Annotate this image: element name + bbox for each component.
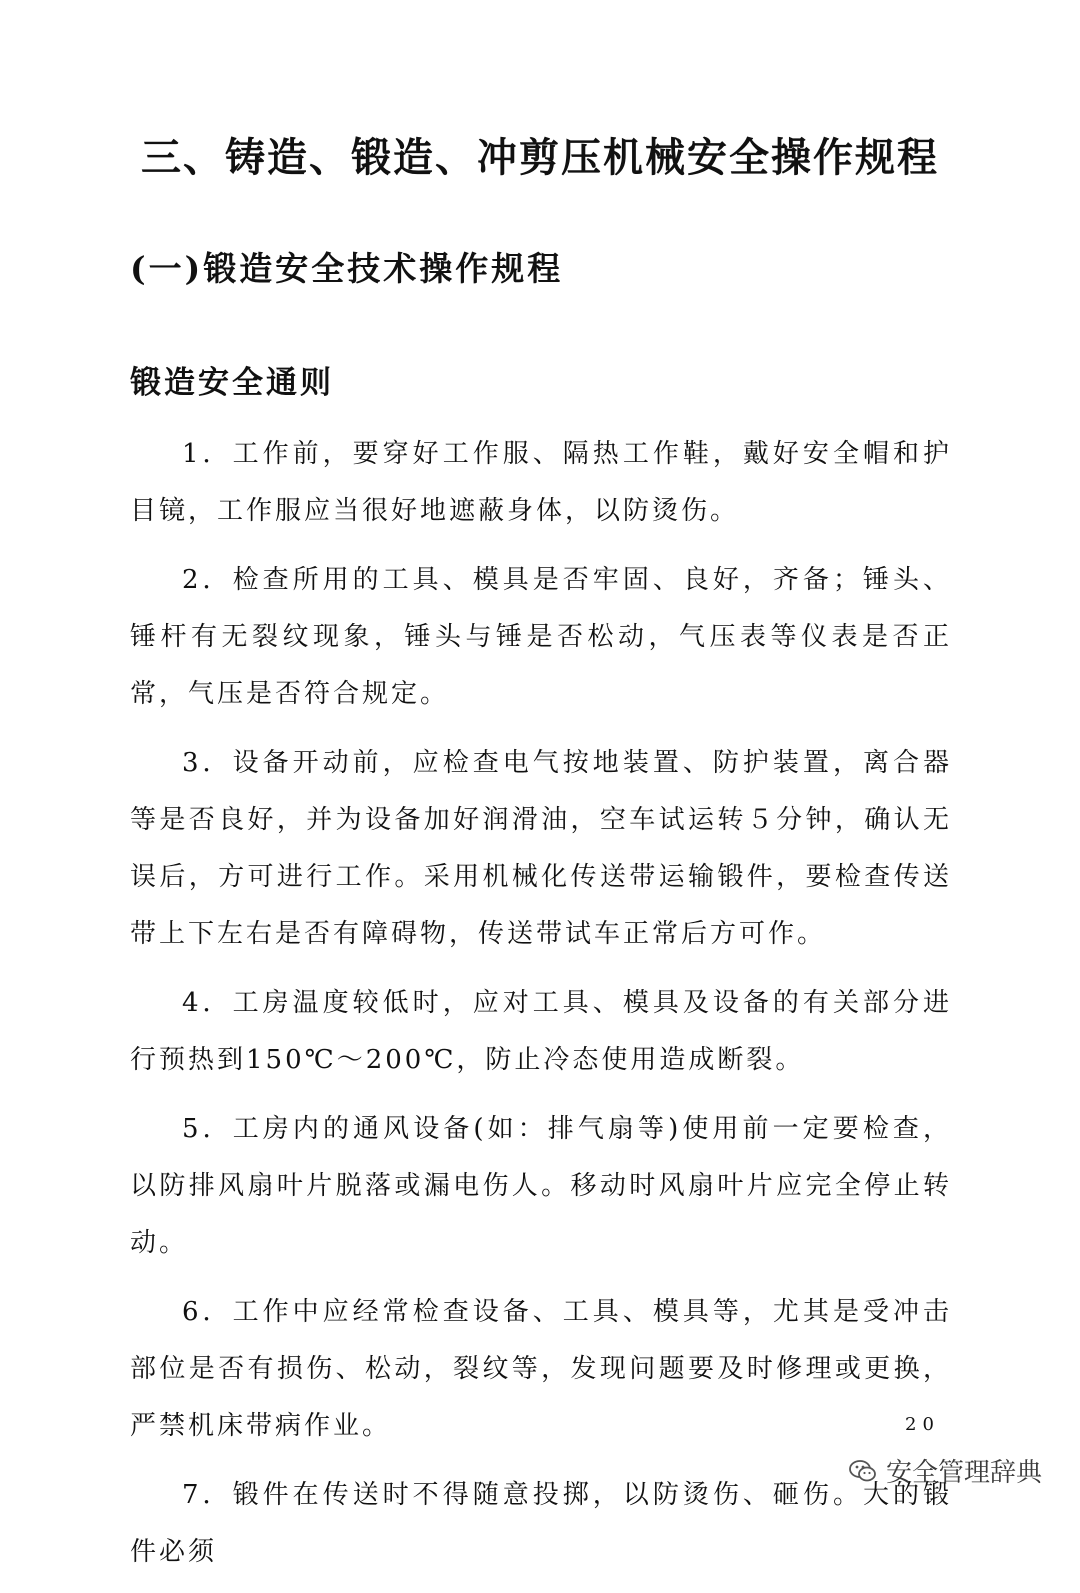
document-title: 三、铸造、锻造、冲剪压机械安全操作规程 — [141, 135, 939, 181]
paragraph-5: 5．工房内的通风设备(如：排气扇等)使用前一定要检查，以防排风扇叶片脱落或漏电伤人。移动时风扇叶片应完全停止转动。 — [130, 1114, 952, 1258]
wechat-icon — [848, 1456, 878, 1486]
watermark-text: 安全管理辞典 — [886, 1458, 1043, 1488]
section-heading: (一)锻造安全技术操作规程 — [130, 249, 564, 288]
watermark — [848, 1452, 1042, 1489]
paragraph-6: 6．工作中应经常检查设备、工具、模具等，尤其是受冲击部位是否有损伤、松动，裂纹等，发现问题要及时修理或更换，严禁机床带病作业。 — [130, 1297, 952, 1441]
document-body — [130, 426, 952, 1593]
paragraph-7: 7．锻件在传送时不得随意投掷，以防烫伤、砸伤。大的锻件必须 — [130, 1480, 952, 1567]
paragraph-1: 1．工作前，要穿好工作服、隔热工作鞋，戴好安全帽和护目镜，工作服应当很好地遮蔽身体，以防烫伤。 — [130, 439, 952, 526]
paragraph-3: 3．设备开动前，应检查电气按地装置、防护装置，离合器等是否良好，并为设备加好润滑油，空车试运转５分钟，确认无误后，方可进行工作。采用机械化传送带运输锻件，要检查传送带上下左右是否有障碍物，传送带试车正常后方可作。 — [130, 748, 952, 949]
sub-heading: 锻造安全通则 — [130, 365, 334, 401]
page-number: 20 — [905, 1414, 940, 1435]
paragraph-4: 4．工房温度较低时，应对工具、模具及设备的有关部分进行预热到150℃～200℃，防止冷态使用造成断裂。 — [130, 988, 952, 1075]
paragraph-2: 2．检查所用的工具、模具是否牢固、良好，齐备；锤头、锤杆有无裂纹现象，锤头与锤是否松动，气压表等仪表是否正常，气压是否符合规定。 — [130, 565, 952, 709]
